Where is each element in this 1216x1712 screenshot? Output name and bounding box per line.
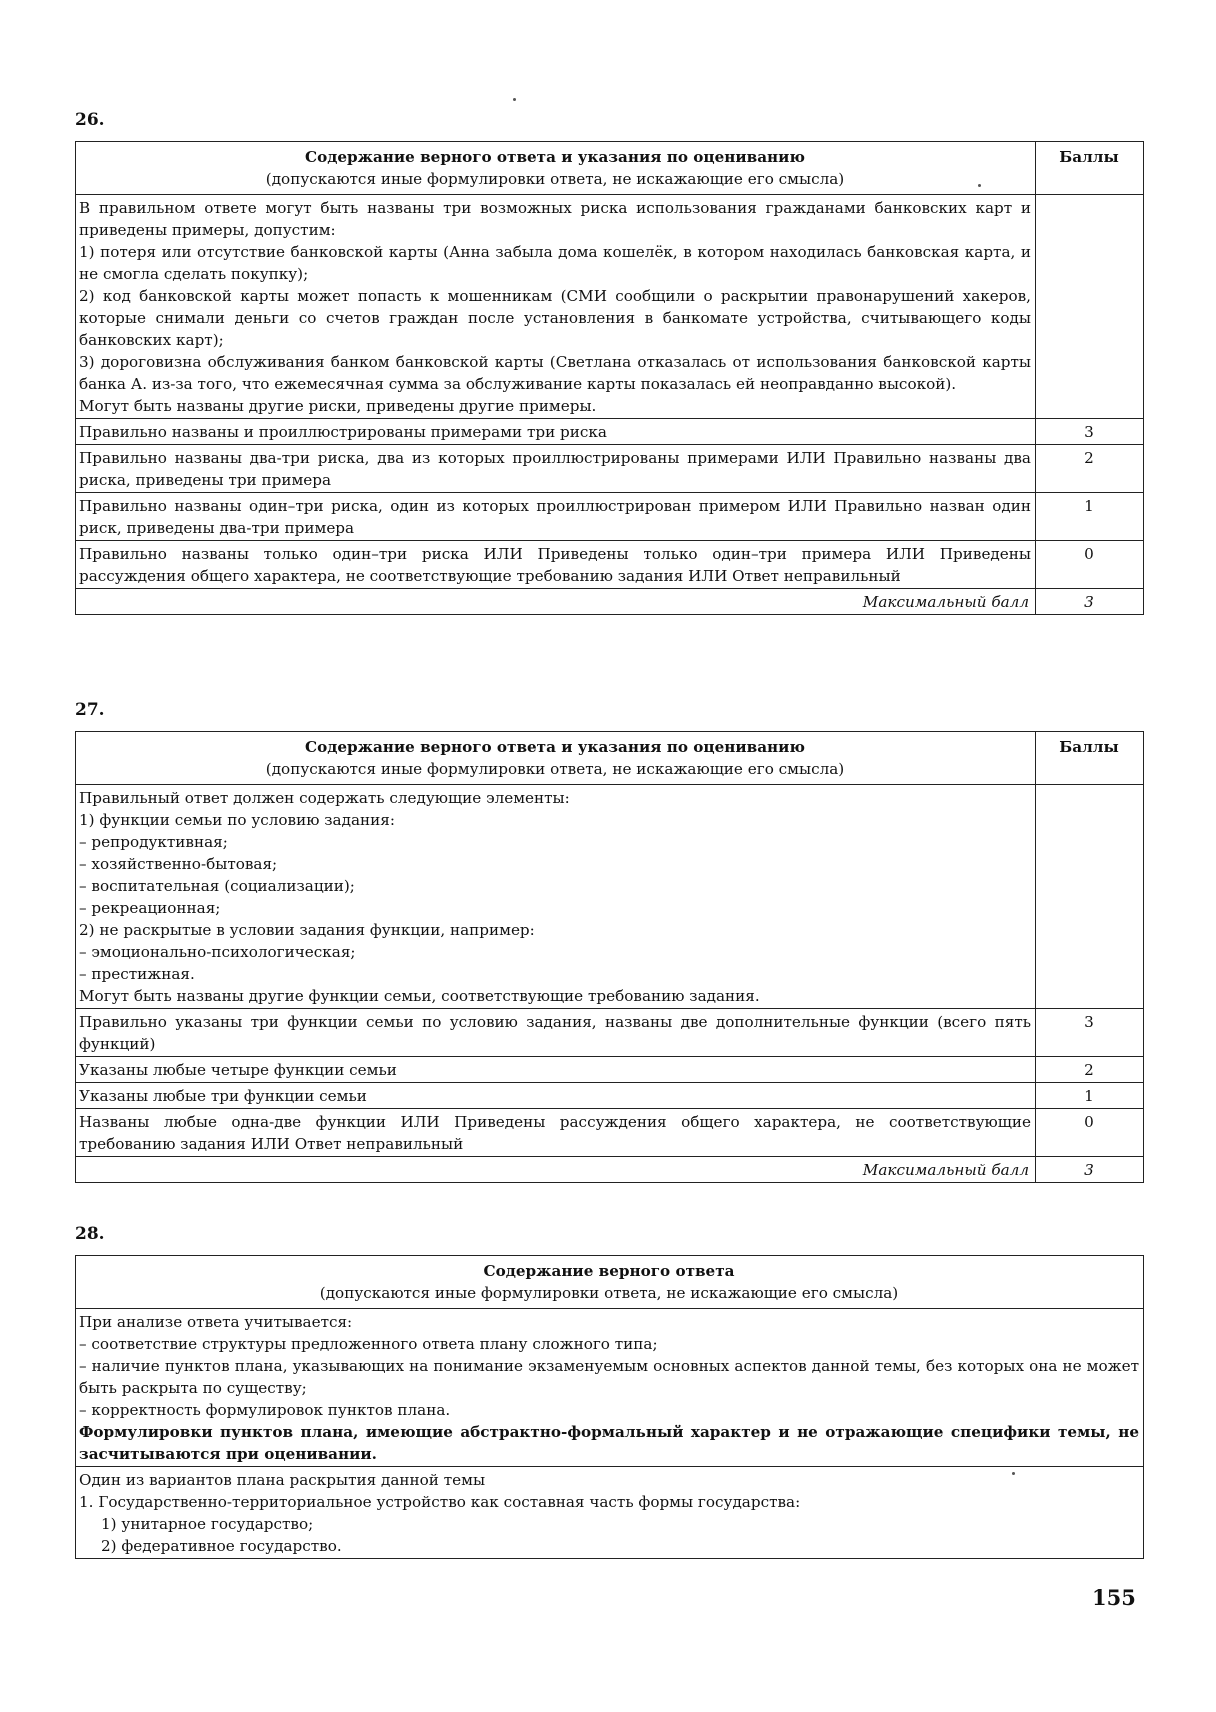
answer-header-title: Содержание верного ответа xyxy=(483,1262,735,1280)
criterion-points: 0 xyxy=(1036,541,1144,589)
plan-row xyxy=(76,1467,1144,1559)
criterion-row xyxy=(76,493,1144,541)
max-score-label: Максимальный балл xyxy=(76,1157,1036,1183)
table-header-row xyxy=(76,142,1144,195)
criterion-text: Правильно названы один–три риска, один из которых проиллюстрирован примером ИЛИ Правильно назван один риск, приведены два-три примера xyxy=(79,497,1031,537)
analysis-line: При анализе ответа учитывается: xyxy=(79,1313,353,1331)
criterion-points: 1 xyxy=(1036,493,1144,541)
plan-content xyxy=(76,1467,1144,1559)
answer-header-title: Содержание верного ответа и указания по оцениванию xyxy=(304,148,805,166)
content-line: 1) функции семьи по условию задания: xyxy=(79,811,395,829)
criterion-text: Правильно названы и проиллюстрированы примерами три риска xyxy=(79,423,607,441)
content-line: Могут быть названы другие функции семьи, соответствующие требованию задания. xyxy=(79,987,760,1005)
plan-subitem: 1) унитарное государство; xyxy=(101,1515,314,1533)
content-line: Правильный ответ должен содержать следующие элементы: xyxy=(79,789,570,807)
question-28-number: 28. xyxy=(75,1224,105,1244)
criterion-points: 0 xyxy=(1036,1109,1144,1157)
empty-points-cell xyxy=(1036,195,1144,419)
content-line: 2) код банковской карты может попасть к мошенникам (СМИ сообщили о раскрытии правонарушений хакеров, которые снимали деньги со счетов граждан после установления в банкомате устройства, считывающего коды банковских карт); xyxy=(79,287,1031,349)
criterion-points: 2 xyxy=(1036,445,1144,493)
page-number: 155 xyxy=(1092,1585,1136,1610)
question-27-table xyxy=(75,731,1144,1183)
content-line: 1) потеря или отсутствие банковской карты (Анна забыла дома кошелёк, в котором находилась банковская карта, и не смогла сделать покупку); xyxy=(79,243,1031,283)
content-line: – престижная. xyxy=(79,965,195,983)
content-line: – воспитательная (социализации); xyxy=(79,877,355,895)
answer-header xyxy=(76,142,1036,195)
content-line: В правильном ответе могут быть названы три возможных риска использования гражданами банковских карт и приведены примеры, допустим: xyxy=(79,199,1031,239)
content-line: – рекреационная; xyxy=(79,899,221,917)
points-header: Баллы xyxy=(1036,732,1144,785)
criterion-row xyxy=(76,1109,1144,1157)
plan-subitem: 2) федеративное государство. xyxy=(101,1537,342,1555)
answer-content-row xyxy=(76,785,1144,1009)
answer-header-note: (допускаются иные формулировки ответа, не искажающие его смысла) xyxy=(265,170,845,188)
criterion-points: 2 xyxy=(1036,1057,1144,1083)
question-28-table xyxy=(75,1255,1144,1559)
criterion-text: Правильно названы два-три риска, два из которых проиллюстрированы примерами ИЛИ Правильно названы два риска, приведены три примера xyxy=(79,449,1031,489)
content-line: – репродуктивная; xyxy=(79,833,228,851)
question-26-number: 26. xyxy=(75,110,105,130)
max-score-label: Максимальный балл xyxy=(76,589,1036,615)
question-26-table xyxy=(75,141,1144,615)
answer-content xyxy=(76,195,1036,419)
analysis-row xyxy=(76,1309,1144,1467)
analysis-bold-note: Формулировки пунктов плана, имеющие абстрактно-формальный характер и не отражающие специфики темы, не засчитываются при оценивании. xyxy=(79,1423,1139,1463)
criterion-row xyxy=(76,445,1144,493)
analysis-line: – наличие пунктов плана, указывающих на понимание экзаменуемым основных аспектов данной темы, без которых она не может быть раскрыта по существу; xyxy=(79,1357,1139,1397)
criterion-row xyxy=(76,1083,1144,1109)
content-line: 2) не раскрытые в условии задания функции, например: xyxy=(79,921,535,939)
answer-content xyxy=(76,785,1036,1009)
max-score-row xyxy=(76,589,1144,615)
criterion-text: Правильно названы только один–три риска ИЛИ Приведены только один–три примера ИЛИ Приведены рассуждения общего характера, не соответствующие требованию задания ИЛИ Ответ неправильный xyxy=(79,545,1031,585)
max-score-row xyxy=(76,1157,1144,1183)
criterion-text: Указаны любые три функции семьи xyxy=(79,1087,367,1105)
table-header-row xyxy=(76,732,1144,785)
criterion-points: 3 xyxy=(1036,1009,1144,1057)
answer-header xyxy=(76,1256,1144,1309)
criterion-row xyxy=(76,419,1144,445)
analysis-line: – корректность формулировок пунктов плана. xyxy=(79,1401,451,1419)
plan-intro: Один из вариантов плана раскрытия данной темы xyxy=(79,1471,486,1489)
plan-item: 1. Государственно-территориальное устройство как составная часть формы государства: xyxy=(79,1493,801,1511)
points-header: Баллы xyxy=(1036,142,1144,195)
criterion-text: Названы любые одна-две функции ИЛИ Приведены рассуждения общего характера, не соответствующие требованию задания ИЛИ Ответ неправильный xyxy=(79,1113,1031,1153)
content-line: – хозяйственно-бытовая; xyxy=(79,855,278,873)
analysis-line: – соответствие структуры предложенного ответа плану сложного типа; xyxy=(79,1335,658,1353)
criterion-text: Указаны любые четыре функции семьи xyxy=(79,1061,397,1079)
criterion-row xyxy=(76,1057,1144,1083)
answer-header-title: Содержание верного ответа и указания по оцениванию xyxy=(304,738,805,756)
max-score-value: 3 xyxy=(1036,589,1144,615)
empty-points-cell xyxy=(1036,785,1144,1009)
answer-content-row xyxy=(76,195,1144,419)
content-line: 3) дороговизна обслуживания банком банковской карты (Светлана отказалась от использования банковской карты банка А. из-за того, что ежемесячная сумма за обслуживание карты показалась ей неоправданно высокой). xyxy=(79,353,1031,393)
scan-speck xyxy=(513,98,516,101)
criterion-row xyxy=(76,1009,1144,1057)
question-27-number: 27. xyxy=(75,700,105,720)
criterion-points: 3 xyxy=(1036,419,1144,445)
max-score-value: 3 xyxy=(1036,1157,1144,1183)
criterion-text: Правильно указаны три функции семьи по условию задания, названы две дополнительные функции (всего пять функций) xyxy=(79,1013,1031,1053)
criterion-row xyxy=(76,541,1144,589)
content-line: Могут быть названы другие риски, приведены другие примеры. xyxy=(79,397,597,415)
answer-header-note: (допускаются иные формулировки ответа, не искажающие его смысла) xyxy=(265,760,845,778)
table-header-row xyxy=(76,1256,1144,1309)
criterion-points: 1 xyxy=(1036,1083,1144,1109)
analysis-content xyxy=(76,1309,1144,1467)
content-line: – эмоционально-психологическая; xyxy=(79,943,356,961)
answer-header xyxy=(76,732,1036,785)
answer-header-note: (допускаются иные формулировки ответа, не искажающие его смысла) xyxy=(319,1284,899,1302)
